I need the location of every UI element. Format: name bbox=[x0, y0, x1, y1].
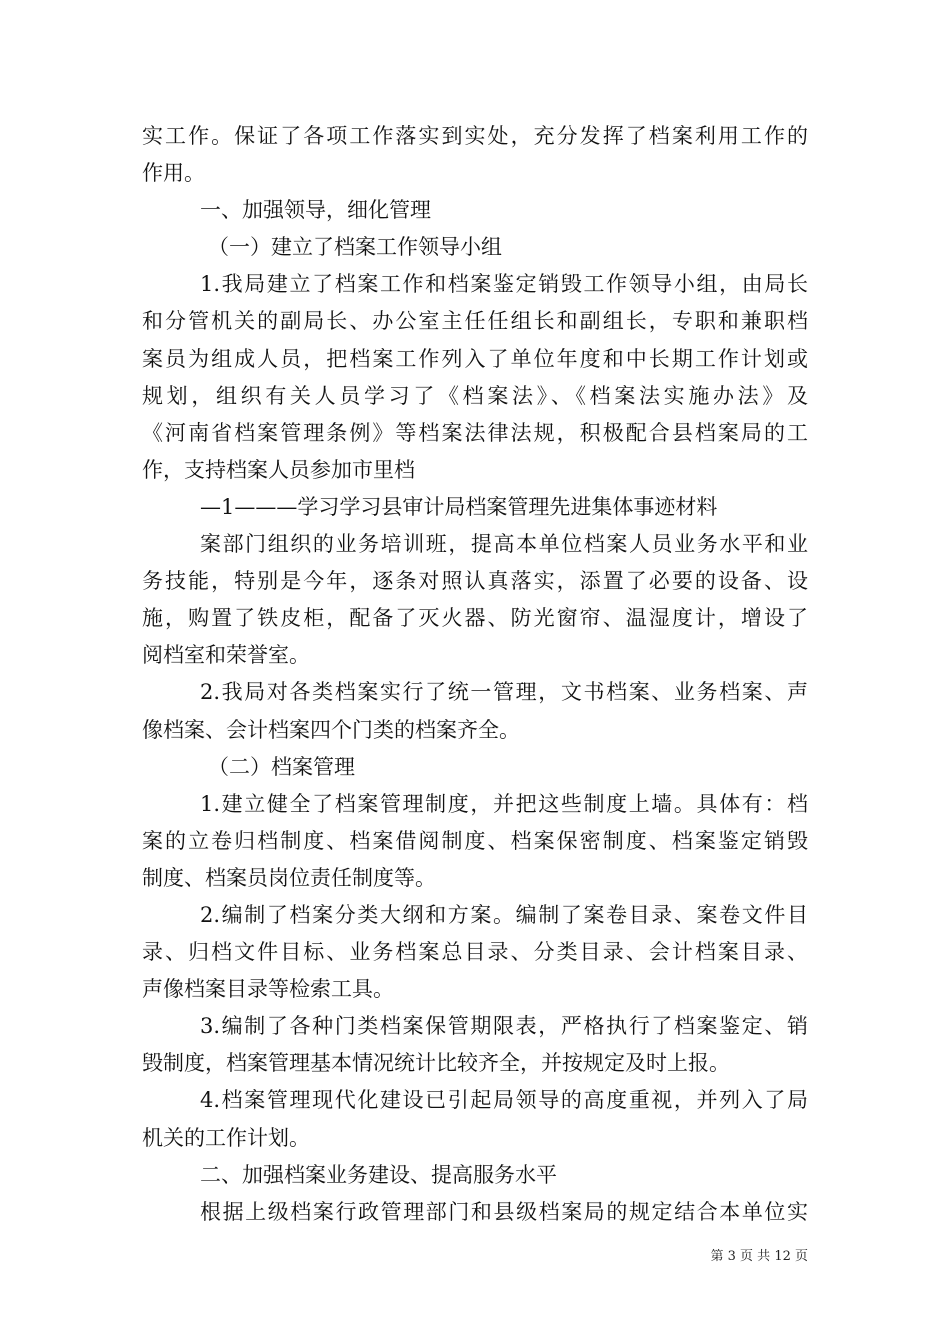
text-line: 根据上级档案行政管理部门和县级档案局的规定结合本单位实 bbox=[200, 1199, 808, 1224]
text-line: 像档案、会计档案四个门类的档案齐全。 bbox=[142, 717, 520, 742]
text-line: 阅档室和荣誉室。 bbox=[142, 643, 310, 668]
text-line: （二）档案管理 bbox=[208, 754, 355, 779]
text-line: （一）建立了档案工作领导小组 bbox=[208, 235, 502, 260]
text-line: 一、加强领导，细化管理 bbox=[200, 198, 431, 223]
text-line: 作，支持档案人员参加市里档 bbox=[142, 457, 415, 482]
document-body bbox=[142, 118, 808, 1231]
text-line: 和分管机关的副局长、办公室主任任组长和副组长，专职和兼职档 bbox=[142, 309, 808, 334]
text-line: 毁制度，档案管理基本情况统计比较齐全，并按规定及时上报。 bbox=[142, 1051, 730, 1076]
text-line: 案部门组织的业务培训班，提高本单位档案人员业务水平和业 bbox=[200, 532, 808, 557]
text-line: 2.编制了档案分类大纲和方案。编制了案卷目录、案卷文件目 bbox=[200, 902, 808, 927]
text-line: 2.我局对各类档案实行了统一管理，文书档案、业务档案、声 bbox=[200, 680, 808, 705]
text-line: 机关的工作计划。 bbox=[142, 1125, 310, 1150]
text-line: 务技能，特别是今年，逐条对照认真落实，添置了必要的设备、设 bbox=[142, 569, 808, 594]
text-line: 案员为组成人员，把档案工作列入了单位年度和中长期工作计划或 bbox=[142, 346, 808, 371]
page-number-footer: 第 3 页 共 12 页 bbox=[710, 1249, 808, 1264]
text-line: 《河南省档案管理条例》等档案法律法规，积极配合县档案局的工 bbox=[142, 420, 808, 445]
text-line: 1.我局建立了档案工作和档案鉴定销毁工作领导小组，由局长 bbox=[200, 272, 808, 297]
text-line: 3.编制了各种门类档案保管期限表，严格执行了档案鉴定、销 bbox=[200, 1014, 808, 1039]
text-line: —1———学习学习县审计局档案管理先进集体事迹材料 bbox=[200, 494, 718, 519]
text-line: 案的立卷归档制度、档案借阅制度、档案保密制度、档案鉴定销毁 bbox=[142, 828, 808, 853]
text-line: 二、加强档案业务建设、提高服务水平 bbox=[200, 1162, 557, 1187]
text-line: 4.档案管理现代化建设已引起局领导的高度重视，并列入了局 bbox=[200, 1088, 808, 1113]
text-line: 作用。 bbox=[142, 161, 205, 186]
text-line: 规划，组织有关人员学习了《档案法》、《档案法实施办法》及 bbox=[142, 383, 808, 408]
text-line: 制度、档案员岗位责任制度等。 bbox=[142, 865, 436, 890]
text-line: 声像档案目录等检索工具。 bbox=[142, 977, 394, 1002]
text-line: 施，购置了铁皮柜，配备了灭火器、防光窗帘、温湿度计，增设了 bbox=[142, 606, 808, 631]
text-line: 实工作。保证了各项工作落实到实处，充分发挥了档案利用工作的 bbox=[142, 124, 808, 148]
text-line: 1.建立健全了档案管理制度，并把这些制度上墙。具体有：档 bbox=[200, 791, 808, 816]
text-line: 录、归档文件目标、业务档案总目录、分类目录、会计档案目录、 bbox=[142, 940, 808, 965]
